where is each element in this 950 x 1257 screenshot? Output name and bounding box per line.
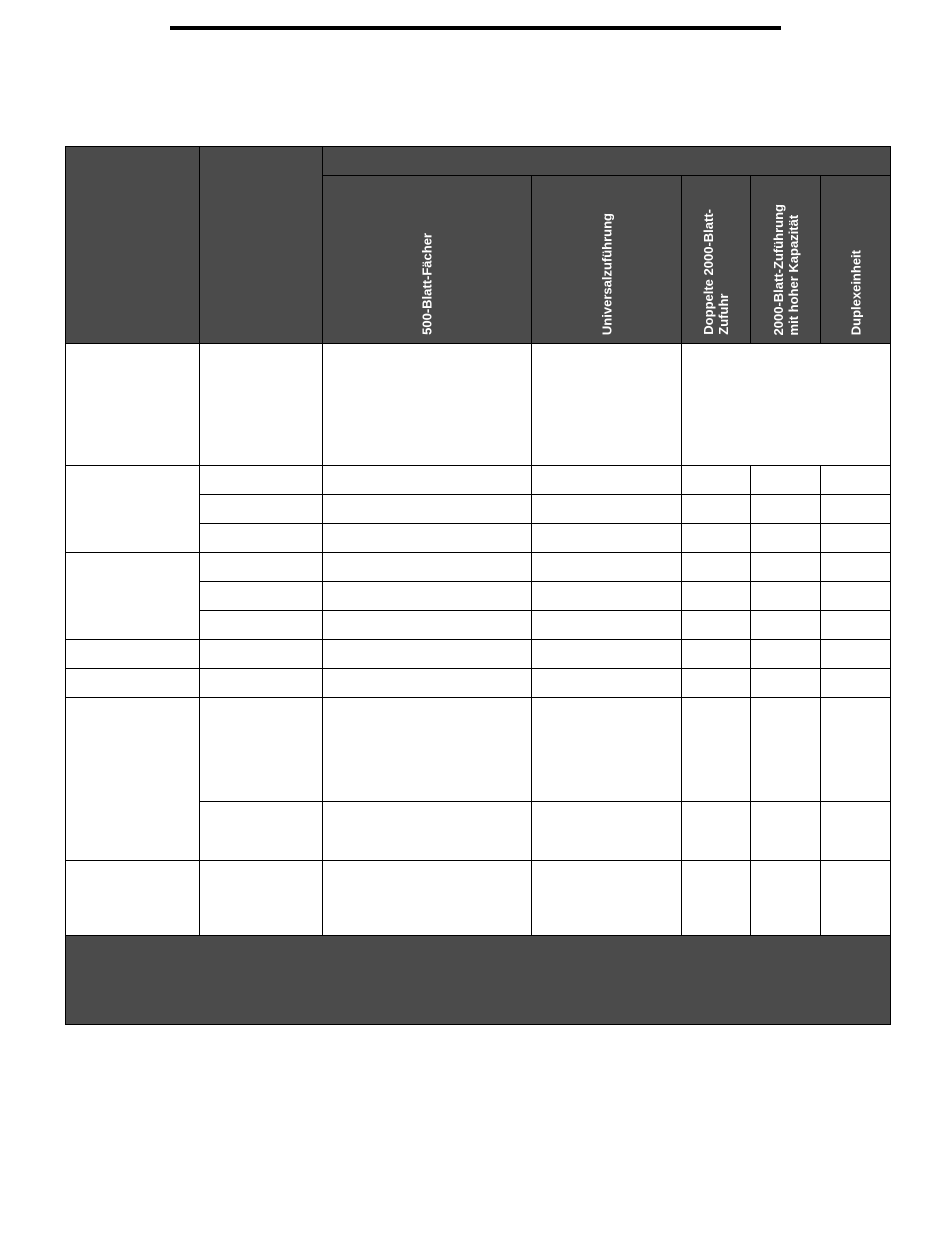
- table-cell: [200, 698, 323, 802]
- table-row: [66, 669, 891, 698]
- table-cell: [682, 553, 751, 582]
- header-cell-mp-feeder: [532, 176, 682, 344]
- top-rule: [170, 26, 781, 30]
- table-cell: [200, 640, 323, 669]
- table-cell: [66, 669, 200, 698]
- table-cell: [200, 466, 323, 495]
- table-cell: [532, 861, 682, 936]
- header-label-dual-2000: Doppelte 2000-Blatt- Zufuhr: [701, 209, 731, 335]
- table-cell: [323, 669, 532, 698]
- header-cell-sources: [323, 147, 891, 176]
- table-cell: [200, 611, 323, 640]
- table-cell: [532, 640, 682, 669]
- table-cell: [751, 611, 821, 640]
- table-cell: [751, 861, 821, 936]
- header-cell-paper-type: [66, 147, 200, 344]
- table-row: [66, 344, 891, 466]
- table-cell: [751, 802, 821, 861]
- header-cell-tray-500: [323, 176, 532, 344]
- table-cell: [751, 524, 821, 553]
- table-row: [66, 640, 891, 669]
- table-cell: [682, 611, 751, 640]
- table-cell: [532, 669, 682, 698]
- table-cell: [821, 861, 891, 936]
- table-cell: [323, 553, 532, 582]
- table-cell: [682, 466, 751, 495]
- table-cell: [323, 466, 532, 495]
- table-cell: [751, 466, 821, 495]
- table-cell: [532, 611, 682, 640]
- table-cell: [682, 640, 751, 669]
- table-cell: [323, 582, 532, 611]
- table-cell: [200, 524, 323, 553]
- table-cell: [532, 698, 682, 802]
- table-row: [66, 553, 891, 582]
- header-label-hcf-2000: 2000-Blatt-Zuführung mit hoher Kapazität: [770, 203, 801, 335]
- table-row: [66, 698, 891, 802]
- table-cell: [66, 344, 200, 466]
- table-cell: [200, 802, 323, 861]
- table-cell: [821, 611, 891, 640]
- table-cell: [532, 582, 682, 611]
- table-cell: [66, 466, 200, 553]
- table-cell: [682, 802, 751, 861]
- table-cell: [200, 495, 323, 524]
- table-cell: [532, 466, 682, 495]
- table-cell: [66, 861, 200, 936]
- table-cell: [682, 861, 751, 936]
- table-cell: [66, 698, 200, 861]
- table-cell: [200, 553, 323, 582]
- table-cell: [682, 698, 751, 802]
- table-cell: [66, 640, 200, 669]
- table-cell: [821, 698, 891, 802]
- table-cell: [532, 802, 682, 861]
- table-cell: [66, 553, 200, 640]
- table-cell: [200, 344, 323, 466]
- table-cell: [682, 495, 751, 524]
- table-cell: [323, 344, 532, 466]
- table-cell: [821, 669, 891, 698]
- table-cell: [323, 802, 532, 861]
- header-label-mp-feeder: Universalzuführung: [599, 212, 614, 335]
- table-cell: [682, 524, 751, 553]
- table-cell: [323, 861, 532, 936]
- table-cell: [200, 669, 323, 698]
- table-cell: [682, 669, 751, 698]
- table-row: [66, 861, 891, 936]
- table-cell: [821, 495, 891, 524]
- table-footer: [66, 936, 891, 1025]
- table-cell: [751, 698, 821, 802]
- paper-source-table: [65, 146, 891, 1025]
- table-cell: [821, 582, 891, 611]
- table-cell: [682, 582, 751, 611]
- table-cell: [323, 640, 532, 669]
- header-cell-dual-2000: [682, 176, 751, 344]
- table-row: [66, 466, 891, 495]
- table-cell: [821, 524, 891, 553]
- table-cell: [751, 495, 821, 524]
- table-cell: [682, 344, 891, 466]
- table-cell: [751, 582, 821, 611]
- table-cell: [751, 669, 821, 698]
- table-cell: [751, 553, 821, 582]
- table-cell: [821, 553, 891, 582]
- table-cell: [532, 553, 682, 582]
- table-cell: [821, 466, 891, 495]
- header-cell-size: [200, 147, 323, 344]
- header-cell-duplex: [821, 176, 891, 344]
- table-cell: [532, 524, 682, 553]
- table-cell: [821, 640, 891, 669]
- table-cell: [200, 861, 323, 936]
- table-cell: [323, 698, 532, 802]
- table-cell: [532, 344, 682, 466]
- table-cell: [751, 640, 821, 669]
- table-cell: [821, 802, 891, 861]
- header-cell-hcf-2000: [751, 176, 821, 344]
- table-cell: [532, 495, 682, 524]
- table-cell: [200, 582, 323, 611]
- table-cell: [323, 611, 532, 640]
- table-cell: [323, 495, 532, 524]
- header-label-duplex: Duplexeinheit: [848, 249, 864, 335]
- table-cell: [323, 524, 532, 553]
- header-label-tray-500: 500-Blatt-Fächer: [419, 233, 435, 335]
